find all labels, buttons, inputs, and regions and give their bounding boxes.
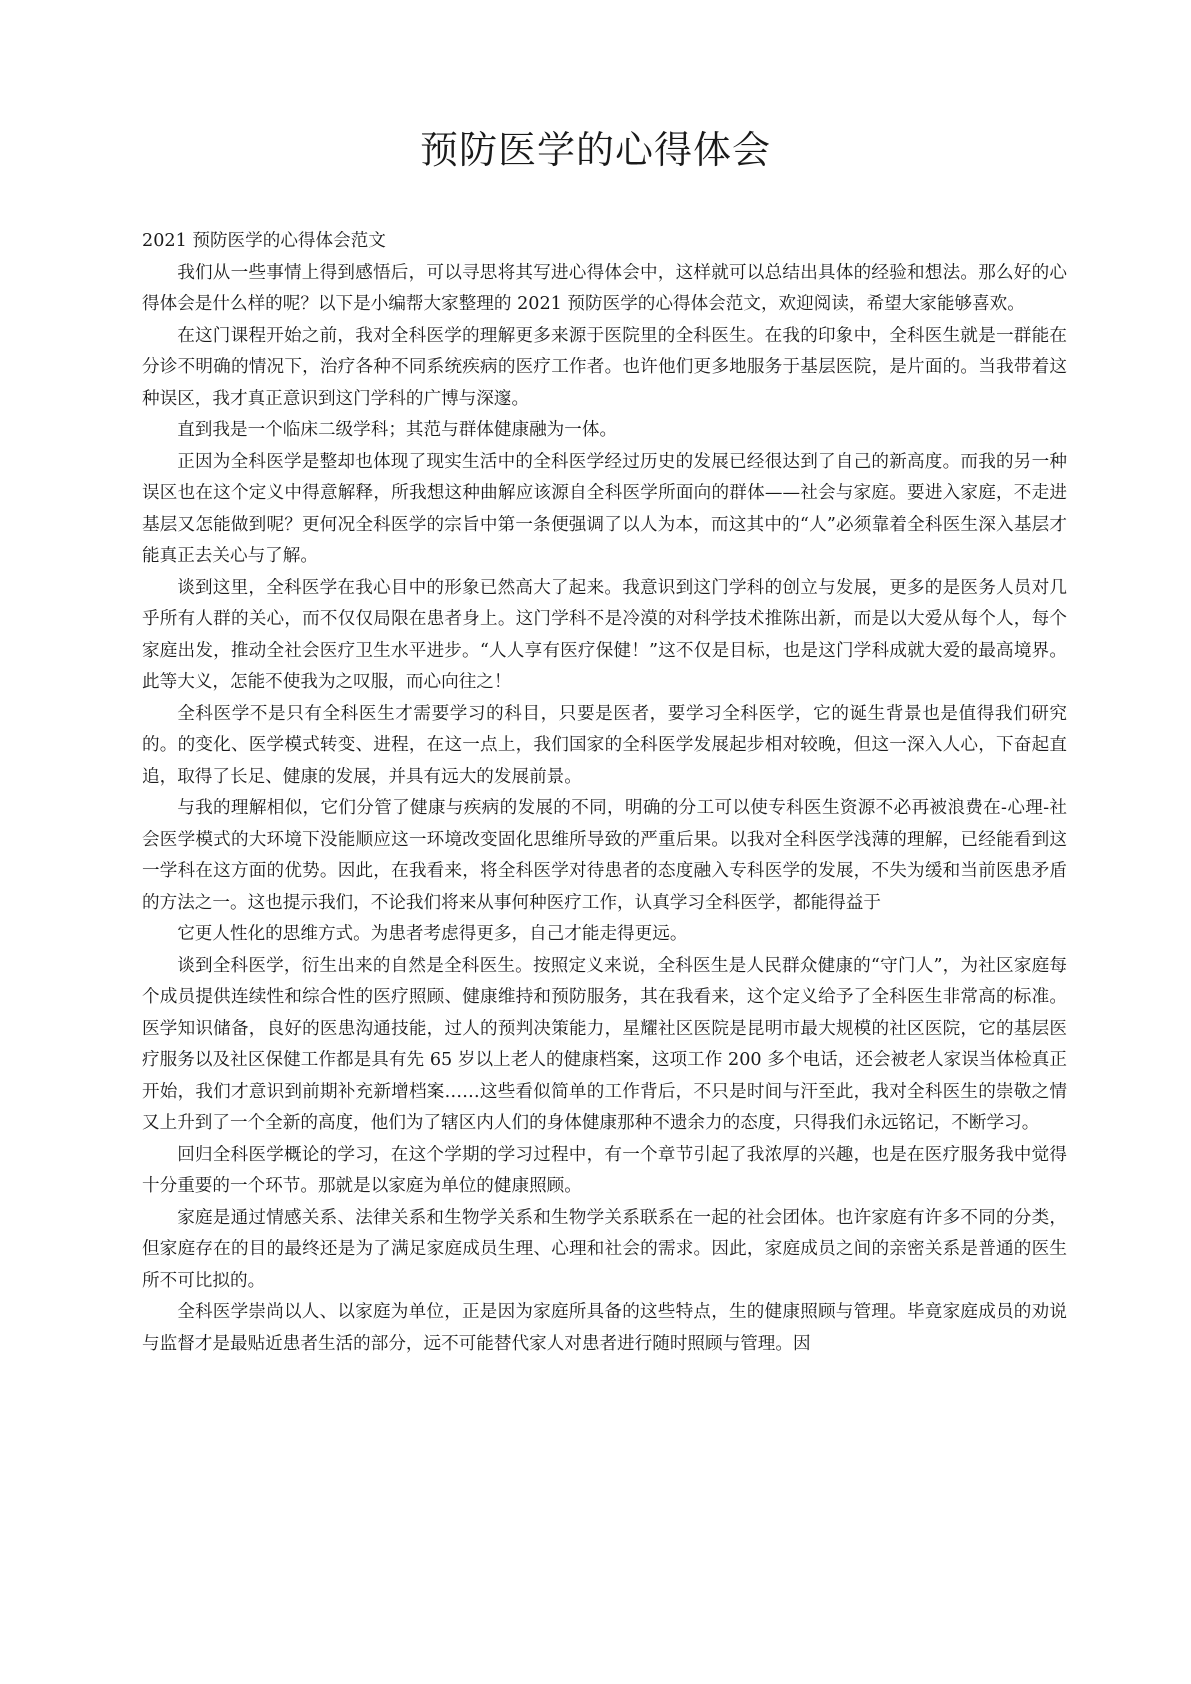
paragraph: 正因为全科医学是整却也体现了现实生活中的全科医学经过历史的发展已经很达到了自己的新高度。而我的另一种误区也在这个定义中得意解释，所我想这种曲解应该源自全科医学所面向的群体——社会与家庭。要进入家庭，不走进基层又怎能做到呢？更何况全科医学的宗旨中第一条便强调了以人为本，而这其中的“人”必须靠着全科医生深入基层才能真正去关心与了解。 xyxy=(142,451,1067,566)
paragraph: 它更人性化的思维方式。为患者考虑得更多，自己才能走得更远。 xyxy=(177,924,688,944)
paragraph: 全科医学不是只有全科医生才需要学习的科目，只要是医者，要学习全科医学，它的诞生背景也是值得我们研究的。的变化、医学模式转变、进程，在这一点上，我们国家的全科医学发展起步相对较晚，但这一深入人心，下奋起直追，取得了长足、健康的发展，并具有远大的发展前景。 xyxy=(142,703,1067,787)
paragraph: 与我的理解相似，它们分管了健康与疾病的发展的不同，明确的分工可以使专科医生资源不必再被浪费在-心理-社会医学模式的大环境下没能顺应这一环境改变固化思维所导致的严重后果。以我对全科医学浅薄的理解，已经能看到这一学科在这方面的优势。因此，在我看来，将全科医学对待患者的态度融入专科医学的发展，不失为缓和当前医患矛盾的方法之一。这也提示我们，不论我们将来从事何种医疗工作，认真学习全科医学，都能得益于 xyxy=(142,798,1067,913)
paragraph: 直到我是一个临床二级学科；其范与群体健康融为一体。 xyxy=(177,420,618,440)
document-subtitle: 2021 预防医学的心得体会范文 xyxy=(142,231,386,251)
paragraph: 家庭是通过情感关系、法律关系和生物学关系和生物学关系联系在一起的社会团体。也许家庭有许多不同的分类，但家庭存在的目的最终还是为了满足家庭成员生理、心理和社会的需求。因此，家庭成员之间的亲密关系是普通的医生所不可比拟的。 xyxy=(142,1207,1067,1291)
paragraph: 在这门课程开始之前，我对全科医学的理解更多来源于医院里的全科医生。在我的印象中，全科医生就是一群能在分诊不明确的情况下，治疗各种不同系统疾病的医疗工作者。也许他们更多地服务于基层医院，是片面的。当我带着这种误区，我才真正意识到这门学科的广博与深邃。 xyxy=(142,325,1067,409)
paragraph: 全科医学崇尚以人、以家庭为单位，正是因为家庭所具备的这些特点，生的健康照顾与管理。毕竟家庭成员的劝说与监督才是最贴近患者生活的部分，远不可能替代家人对患者进行随时照顾与管理。因 xyxy=(142,1302,1067,1354)
paragraph: 我们从一些事情上得到感悟后，可以寻思将其写进心得体会中，这样就可以总结出具体的经验和想法。那么好的心得体会是什么样的呢？以下是小编帮大家整理的 2021 预防医学的心得体会范文，欢迎阅读，希望大家能够喜欢。 xyxy=(142,262,1067,314)
document-body xyxy=(142,226,1067,1360)
paragraph: 谈到这里，全科医学在我心目中的形象已然高大了起来。我意识到这门学科的创立与发展，更多的是医务人员对几乎所有人群的关心，而不仅仅局限在患者身上。这门学科不是冷漠的对科学技术推陈出新，而是以大爱从每个人，每个家庭出发，推动全社会医疗卫生水平进步。“人人享有医疗保健！”这不仅是目标，也是这门学科成就大爱的最高境界。此等大义，怎能不使我为之叹服，而心向往之！ xyxy=(142,577,1067,692)
document-title: 预防医学的心得体会 xyxy=(419,128,771,172)
paragraph: 谈到全科医学，衍生出来的自然是全科医生。按照定义来说，全科医生是人民群众健康的“守门人”，为社区家庭每个成员提供连续性和综合性的医疗照顾、健康维持和预防服务，其在我看来，这个定义给予了全科医生非常高的标准。医学知识储备，良好的医患沟通技能，过人的预判决策能力，星耀社区医院是昆明市最大规模的社区医院，它的基层医疗服务以及社区保健工作都是具有先 65 岁以上老人的健康档案，这项工作 200 多个电话，还会被老人家误当体检真正开始，我们才意识到前期补充新增档案……这些看似简单的工作背后，不只是时间与汗至此，我对全科医生的崇敬之情又上升到了一个全新的高度，他们为了辖区内人们的身体健康那种不遗余力的态度，只得我们永远铭记，不断学习。 xyxy=(142,955,1067,1133)
paragraph: 回归全科医学概论的学习，在这个学期的学习过程中，有一个章节引起了我浓厚的兴趣，也是在医疗服务我中觉得十分重要的一个环节。那就是以家庭为单位的健康照顾。 xyxy=(142,1144,1067,1196)
